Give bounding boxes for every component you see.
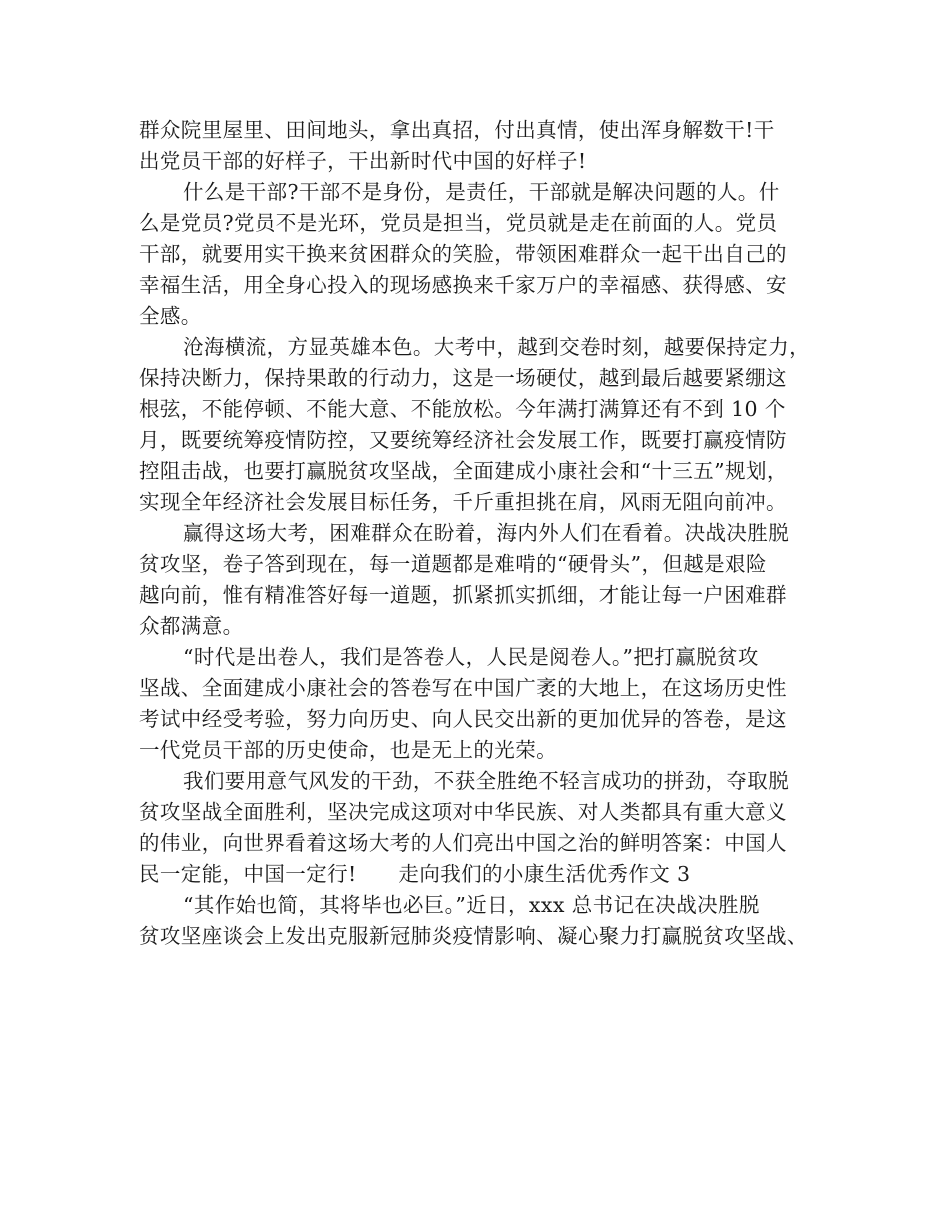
paragraph <box>139 766 819 890</box>
paragraph <box>139 642 819 766</box>
text-line: 什么是干部?干部不是身份，是责任，干部就是解决问题的人。什 <box>183 180 780 204</box>
text-line: 保持决断力，保持果敢的行动力，这是一场硬仗，越到最后越要紧绷这 <box>139 366 787 390</box>
text-line: 沧海横流，方显英雄本色。大考中，越到交卷时刻，越要保持定力， <box>183 335 810 359</box>
text-line: 贫攻坚座谈会上发出克服新冠肺炎疫情影响、凝心聚力打赢脱贫攻坚战、 <box>139 924 808 948</box>
text-line: 坚战、全面建成小康社会的答卷写在中国广袤的大地上，在这场历史性 <box>139 676 787 700</box>
text-line: 幸福生活，用全身心投入的现场感换来千家万户的幸福感、获得感、安 <box>139 273 787 297</box>
paragraph <box>139 890 819 952</box>
text-line: 实现全年经济社会发展目标任务，千斤重担挑在肩，风雨无阻向前冲。 <box>139 490 787 514</box>
paragraph <box>139 332 819 518</box>
text-line: 贫攻坚，卷子答到现在，每一道题都是难啃的“硬骨头”，但越是艰险 <box>139 552 767 576</box>
document-body <box>139 115 819 952</box>
text-line: 月，既要统筹疫情防控，又要统筹经济社会发展工作，既要打赢疫情防 <box>139 428 787 452</box>
text-line: 我们要用意气风发的干劲，不获全胜绝不轻言成功的拼劲，夺取脱 <box>183 769 790 793</box>
text-line: 根弦，不能停顿、不能大意、不能放松。今年满打满算还有不到 10 个 <box>139 397 786 421</box>
paragraph <box>139 177 819 332</box>
paragraph <box>139 115 819 177</box>
text-line: 么是党员?党员不是光环，党员是担当，党员就是走在前面的人。党员 <box>139 211 778 235</box>
text-line: 一代党员干部的历史使命，也是无上的光荣。 <box>139 738 557 762</box>
text-line: 越向前，惟有精准答好每一道题，抓紧抓实抓细，才能让每一户困难群 <box>139 583 787 607</box>
text-line: 贫攻坚战全面胜利，坚决完成这项对中华民族、对人类都具有重大意义 <box>139 800 787 824</box>
text-line: 出党员干部的好样子，干出新时代中国的好样子! <box>139 149 587 173</box>
text-line: 民一定能，中国一定行! 走向我们的小康生活优秀作文 3 <box>139 862 691 886</box>
text-line: “时代是出卷人，我们是答卷人，人民是阅卷人。”把打赢脱贫攻 <box>183 645 759 669</box>
text-line: 全感。 <box>139 304 202 328</box>
text-line: 群众院里屋里、田间地头，拿出真招，付出真情，使出浑身解数干!干 <box>139 118 775 142</box>
text-line: 赢得这场大考，困难群众在盼着，海内外人们在看着。决战决胜脱 <box>183 521 790 545</box>
text-line: 干部，就要用实干换来贫困群众的笑脸，带领困难群众一起干出自己的 <box>139 242 787 266</box>
text-line: “其作始也简，其将毕也必巨。”近日，xxx 总书记在决战决胜脱 <box>183 893 760 917</box>
text-line: 众都满意。 <box>139 614 244 638</box>
paragraph <box>139 518 819 642</box>
text-line: 控阻击战，也要打赢脱贫攻坚战，全面建成小康社会和“十三五”规划， <box>139 459 788 483</box>
text-line: 考试中经受考验，努力向历史、向人民交出新的更加优异的答卷，是这 <box>139 707 787 731</box>
text-line: 的伟业，向世界看着这场大考的人们亮出中国之治的鲜明答案：中国人 <box>139 831 787 855</box>
